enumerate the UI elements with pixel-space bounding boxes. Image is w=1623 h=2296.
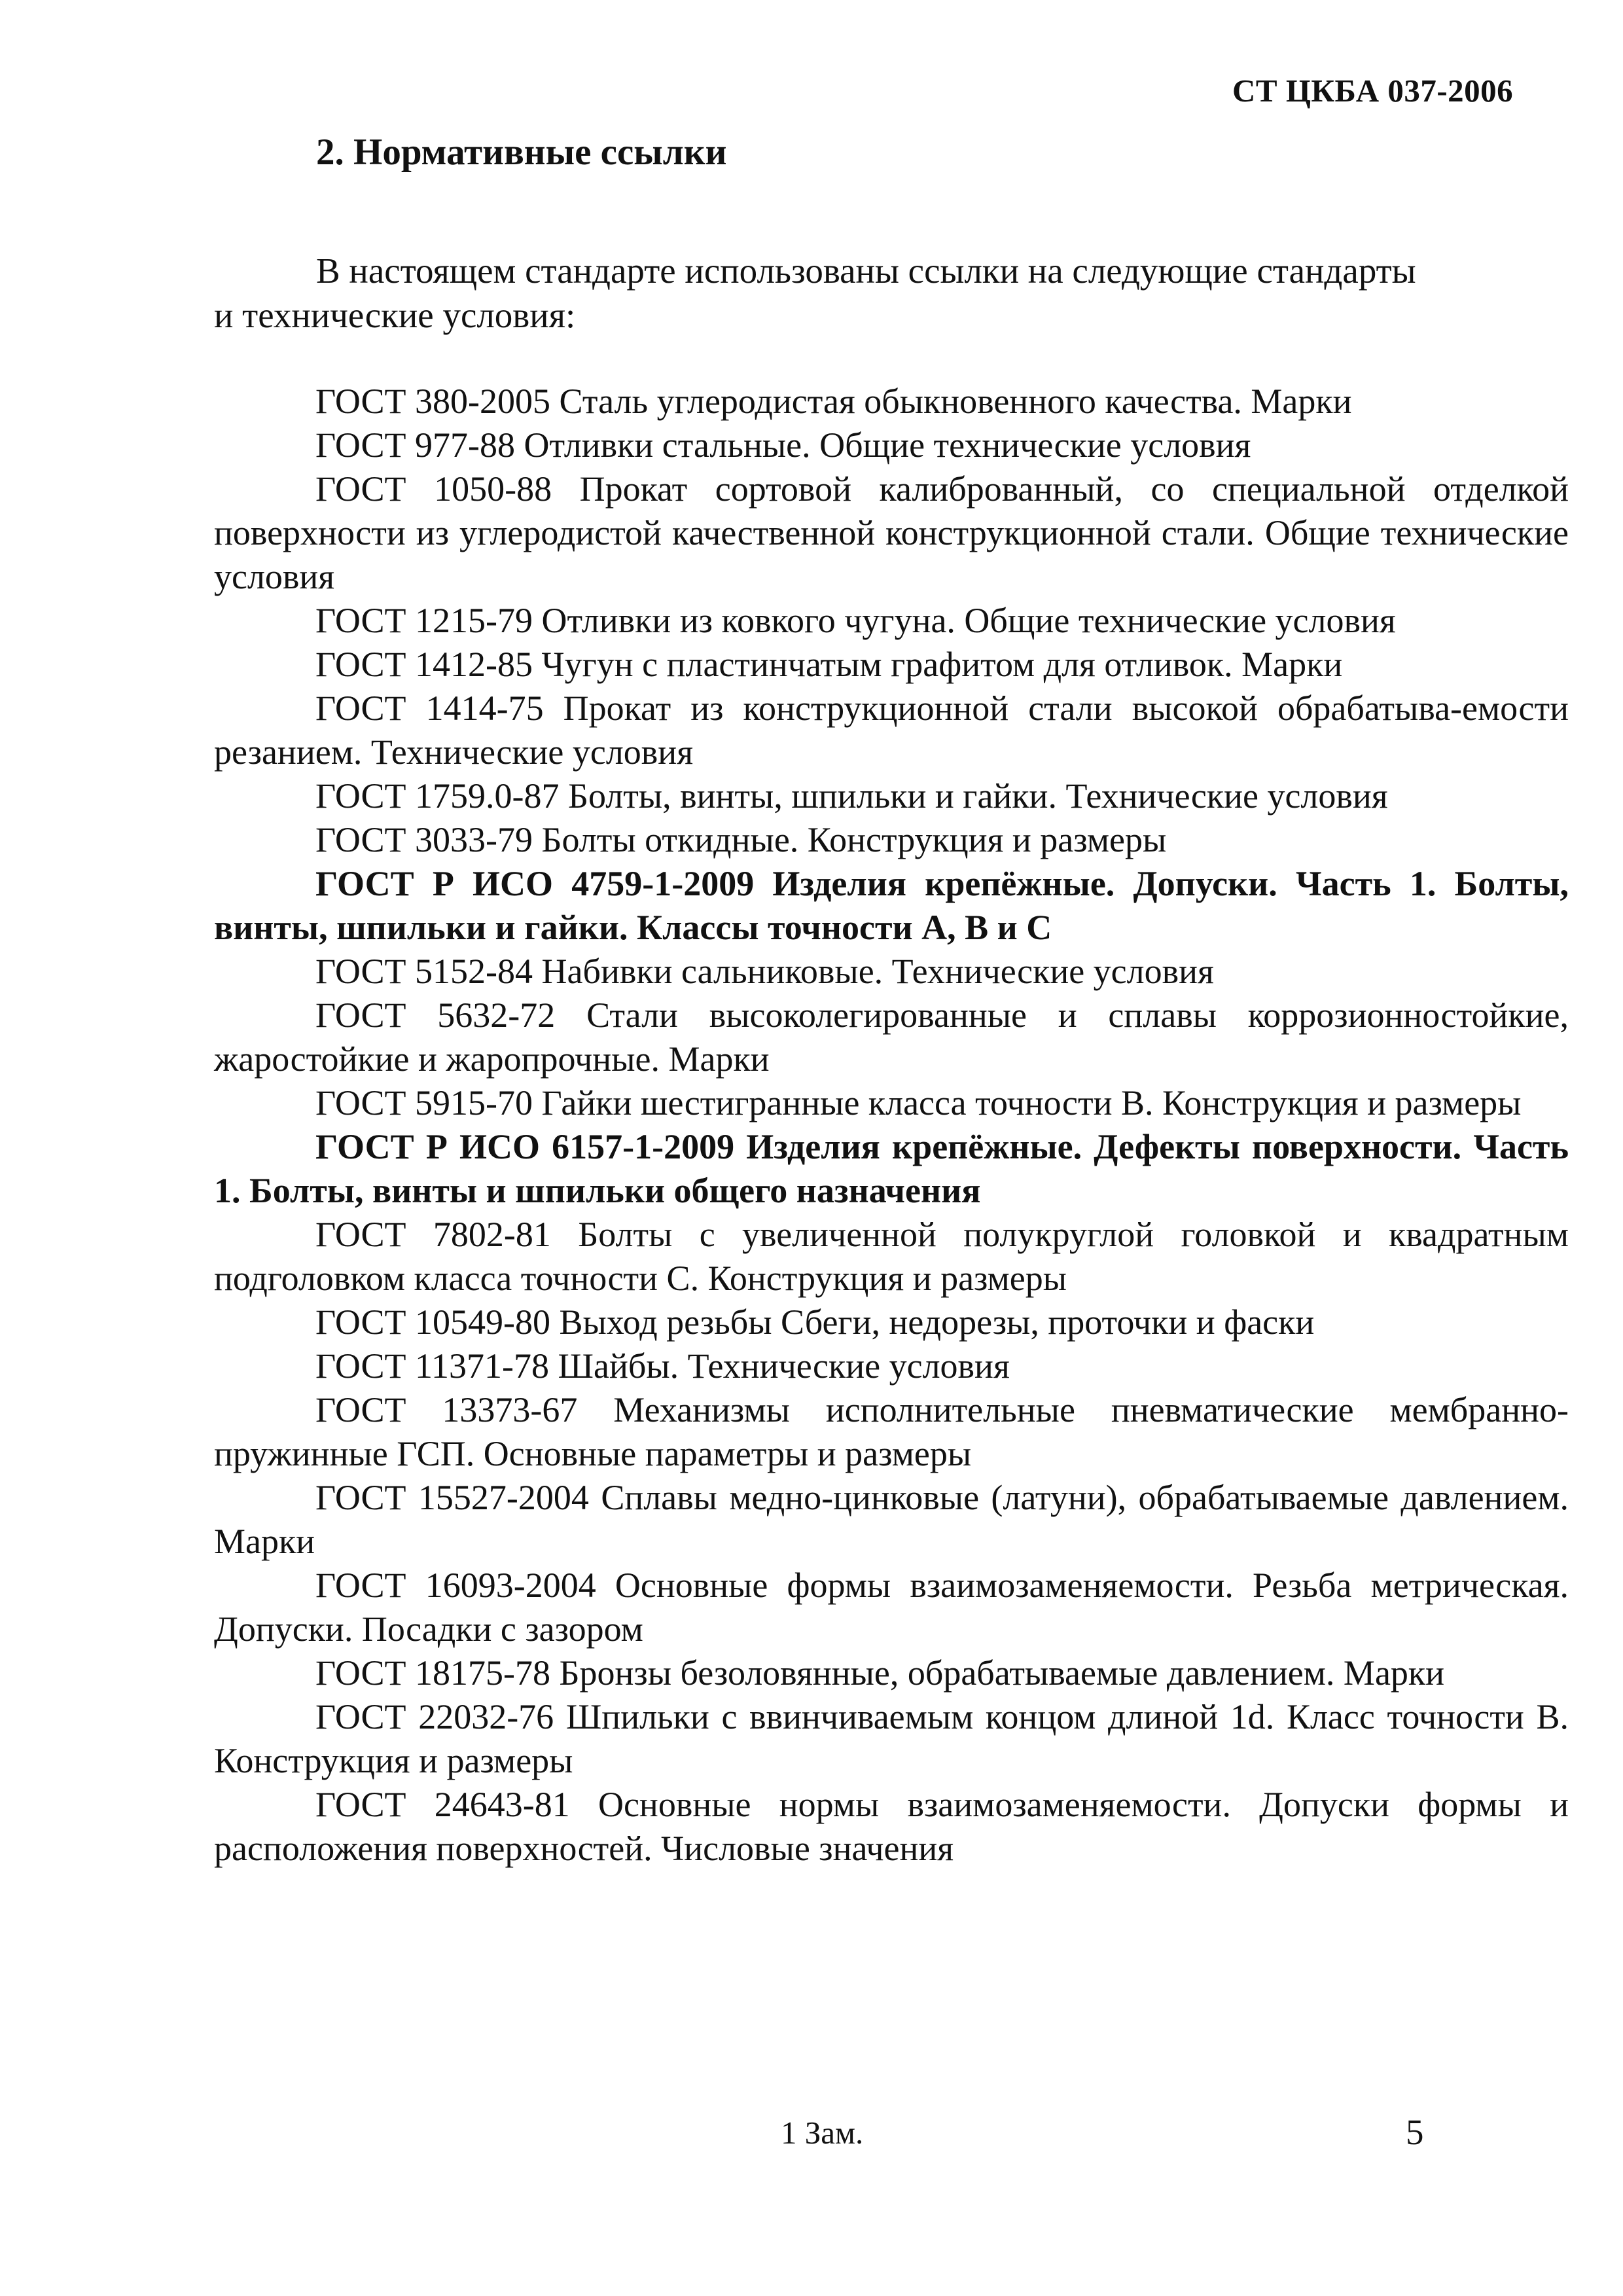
reference-item: ГОСТ 3033-79 Болты откидные. Конструкция и размеры xyxy=(315,820,1167,859)
reference-item: ГОСТ 1759.0-87 Болты, винты, шпильки и гайки. Технические условия xyxy=(315,776,1388,816)
reference-item: ГОСТ 1215-79 Отливки из ковкого чугуна. Общие технические условия xyxy=(315,601,1396,640)
reference-item: ГОСТ 16093-2004 Основные формы взаимозаменяемости. Резьба метрическая. Допуски. Посадки с зазором xyxy=(214,1566,1569,1649)
reference-item: ГОСТ 380-2005 Сталь углеродистая обыкновенного качества. Марки xyxy=(315,382,1352,421)
reference-item: ГОСТ 13373-67 Механизмы исполнительные пневматические мембранно-пружинные ГСП. Основные параметры и размеры xyxy=(214,1390,1569,1473)
reference-item: ГОСТ 22032-76 Шпильки с ввинчиваемым концом длиной 1d. Класс точности В. Конструкция и размеры xyxy=(214,1697,1569,1780)
section-title: 2. Нормативные ссылки xyxy=(316,132,727,173)
reference-item: ГОСТ 7802-81 Болты с увеличенной полукруглой головкой и квадратным подголовком класса точности С. Конструкция и размеры xyxy=(214,1215,1569,1298)
reference-item: ГОСТ 18175-78 Бронзы безоловянные, обрабатываемые давлением. Марки xyxy=(315,1653,1445,1693)
document-code: СТ ЦКБА 037-2006 xyxy=(1232,73,1514,109)
reference-item: ГОСТ 977-88 Отливки стальные. Общие технические условия xyxy=(315,425,1251,465)
reference-item: ГОСТ 5152-84 Набивки сальниковые. Технические условия xyxy=(315,952,1214,991)
reference-item: ГОСТ 5915-70 Гайки шестигранные класса точности В. Конструкция и размеры xyxy=(315,1083,1522,1122)
change-note: 1 Зам. xyxy=(781,2115,864,2151)
reference-item: ГОСТ 11371-78 Шайбы. Технические условия xyxy=(315,1346,1010,1386)
intro-line-2: и технические условия: xyxy=(214,295,576,335)
reference-item: ГОСТ 15527-2004 Сплавы медно-цинковые (латуни), обрабатываемые давлением. Марки xyxy=(214,1478,1569,1561)
page-number: 5 xyxy=(1406,2112,1424,2152)
reference-item: ГОСТ 10549-80 Выход резьбы Сбеги, недорезы, проточки и фаски xyxy=(315,1302,1315,1342)
reference-item: ГОСТ 1050-88 Прокат сортовой калиброванный, со специальной отделкой поверхности из углеродистой качественной конструкционной стали. Общие технические условия xyxy=(214,469,1569,596)
reference-item: ГОСТ 5632-72 Стали высоколегированные и сплавы коррозионностойкие, жаростойкие и жаропрочные. Марки xyxy=(214,996,1569,1079)
reference-item: ГОСТ Р ИСО 6157-1-2009 Изделия крепёжные. Дефекты поверхности. Часть 1. Болты, винты и шпильки общего назначения xyxy=(214,1127,1569,1210)
intro-line-1: В настоящем стандарте использованы ссылки на следующие стандарты xyxy=(316,251,1416,291)
reference-item: ГОСТ Р ИСО 4759-1-2009 Изделия крепёжные. Допуски. Часть 1. Болты, винты, шпильки и гайки. Классы точности А, В и С xyxy=(214,864,1569,947)
reference-item: ГОСТ 24643-81 Основные нормы взаимозаменяемости. Допуски формы и расположения поверхностей. Числовые значения xyxy=(214,1785,1569,1868)
references-list xyxy=(214,380,1569,1871)
reference-item: ГОСТ 1412-85 Чугун с пластинчатым графитом для отливок. Марки xyxy=(315,645,1343,684)
reference-item: ГОСТ 1414-75 Прокат из конструкционной стали высокой обрабатыва-емости резанием. Технические условия xyxy=(214,689,1569,772)
